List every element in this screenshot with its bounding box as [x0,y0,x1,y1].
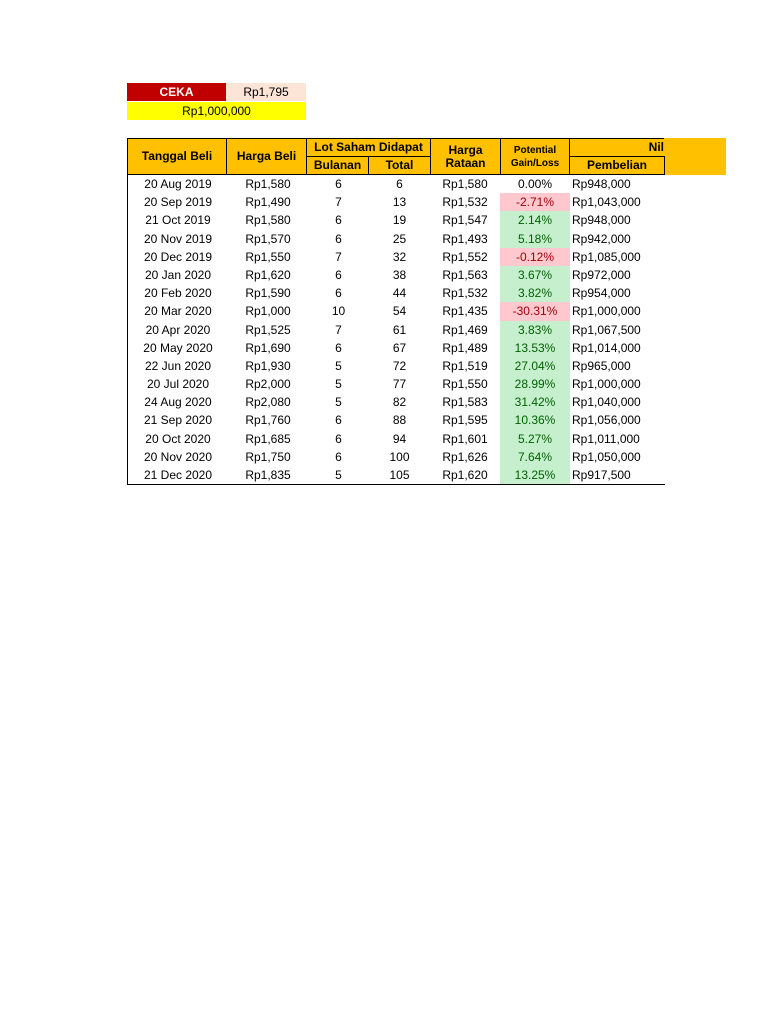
header-overflow-fill [664,138,726,175]
cell-bulanan[interactable]: 6 [335,449,342,464]
cell-harga-beli[interactable]: Rp1,550 [245,249,291,264]
cell-potential-gain-loss[interactable]: 13.53% [500,339,570,357]
cell-bulanan[interactable]: 7 [335,195,342,210]
cell-harga-rataan[interactable]: Rp1,547 [442,213,488,228]
cell-bulanan[interactable]: 7 [335,249,342,264]
cell-harga-rataan[interactable]: Rp1,583 [442,395,488,410]
cell-pembelian[interactable]: Rp1,040,000 [572,395,641,410]
cell-bulanan[interactable]: 5 [335,468,342,482]
cell-bulanan[interactable]: 6 [335,431,342,446]
table-row [128,411,665,429]
cell-tanggal-beli[interactable]: 20 Nov 2020 [143,449,213,464]
cell-total[interactable]: 88 [392,413,407,428]
cell-pembelian[interactable]: Rp1,050,000 [572,449,641,464]
cell-harga-rataan[interactable]: Rp1,620 [442,468,488,482]
table-row [128,375,665,393]
cell-harga-beli[interactable]: Rp1,000 [245,304,291,319]
cell-harga-rataan[interactable]: Rp1,489 [442,340,488,355]
cell-harga-beli[interactable]: Rp1,835 [245,468,291,482]
cell-tanggal-beli[interactable]: 20 Nov 2019 [143,231,213,246]
table-row [128,193,665,211]
header-harga-rataan[interactable]: Harga Rataan [430,138,501,175]
cell-bulanan[interactable]: 10 [331,304,346,319]
cell-total[interactable]: 54 [392,304,407,319]
cell-harga-beli[interactable]: Rp1,760 [245,413,291,428]
cell-harga-beli[interactable]: Rp1,690 [245,340,291,355]
cell-pembelian[interactable]: Rp972,000 [572,267,631,282]
cell-bulanan[interactable]: 6 [335,231,342,246]
cell-tanggal-beli[interactable]: 21 Sep 2020 [143,413,213,428]
cell-pembelian[interactable]: Rp1,085,000 [572,249,641,264]
cell-harga-beli[interactable]: Rp1,590 [245,286,291,301]
cell-total[interactable]: 6 [396,177,403,191]
cell-harga-beli[interactable]: Rp2,080 [245,395,291,410]
cell-harga-beli[interactable]: Rp1,490 [245,195,291,210]
cell-harga-beli[interactable]: Rp1,750 [245,449,291,464]
table-row [128,284,665,302]
cell-harga-rataan[interactable]: Rp1,532 [442,195,488,210]
cell-harga-beli[interactable]: Rp1,570 [245,231,291,246]
cell-potential-gain-loss[interactable]: 5.18% [500,230,570,248]
cell-pembelian[interactable]: Rp1,043,000 [572,195,641,210]
cell-harga-rataan[interactable]: Rp1,580 [442,177,488,191]
cell-total[interactable]: 13 [392,195,407,210]
header-total[interactable]: Total [368,156,431,175]
cell-potential-gain-loss[interactable]: 3.82% [500,284,570,302]
cell-bulanan[interactable]: 5 [335,377,342,392]
table-row [128,266,665,284]
cell-total[interactable]: 67 [392,340,407,355]
cell-bulanan[interactable]: 6 [335,286,342,301]
cell-potential-gain-loss[interactable]: -0.12% [500,248,570,266]
cell-potential-gain-loss[interactable]: 13.25% [500,466,570,484]
cell-tanggal-beli[interactable]: 20 Jan 2020 [144,267,212,282]
cell-total[interactable]: 82 [392,395,407,410]
header-lot-saham-didapat[interactable]: Lot Saham Didapat [306,138,431,157]
cell-tanggal-beli[interactable]: 20 May 2020 [143,340,213,355]
header-nilai-group[interactable]: Nil [569,138,665,157]
cell-total[interactable]: 61 [392,322,407,337]
cell-total[interactable]: 105 [389,468,410,482]
cell-harga-rataan[interactable]: Rp1,552 [442,249,488,264]
budget-cell[interactable]: Rp1,000,000 [127,102,306,120]
cell-bulanan[interactable]: 6 [335,177,342,191]
cell-tanggal-beli[interactable]: 24 Aug 2020 [144,395,212,410]
cell-potential-gain-loss[interactable]: 27.04% [500,357,570,375]
cell-harga-rataan[interactable]: Rp1,435 [442,304,488,319]
cell-tanggal-beli[interactable]: 20 Aug 2019 [144,177,212,191]
cell-harga-rataan[interactable]: Rp1,595 [442,413,488,428]
cell-harga-rataan[interactable]: Rp1,601 [442,431,488,446]
data-table [127,175,665,485]
cell-bulanan[interactable]: 6 [335,413,342,428]
cell-potential-gain-loss[interactable]: 10.36% [500,411,570,429]
cell-pembelian[interactable]: Rp1,056,000 [572,413,641,428]
cell-pembelian[interactable]: Rp1,011,000 [572,431,640,446]
cell-total[interactable]: 77 [392,377,407,392]
table-row [128,302,665,320]
cell-harga-rataan[interactable]: Rp1,493 [442,231,488,246]
table-row [128,321,665,339]
cell-potential-gain-loss[interactable]: 3.83% [500,321,570,339]
cell-pembelian[interactable]: Rp917,500 [572,468,631,482]
table-row [128,248,665,266]
cell-tanggal-beli[interactable]: 20 Mar 2020 [144,304,212,319]
cell-total[interactable]: 25 [392,231,407,246]
cell-potential-gain-loss[interactable]: 28.99% [500,375,570,393]
cell-potential-gain-loss[interactable]: 2.14% [500,211,570,229]
cell-tanggal-beli[interactable]: 20 Apr 2020 [145,322,211,337]
cell-pembelian[interactable]: Rp1,067,500 [572,322,641,337]
cell-harga-rataan[interactable]: Rp1,626 [442,449,488,464]
cell-harga-rataan[interactable]: Rp1,532 [442,286,488,301]
table-row [128,175,665,193]
cell-total[interactable]: 38 [392,267,407,282]
table-row [128,339,665,357]
cell-tanggal-beli[interactable]: 20 Sep 2019 [143,195,213,210]
cell-pembelian[interactable]: Rp1,014,000 [572,340,641,355]
cell-harga-beli[interactable]: Rp1,580 [245,177,291,191]
cell-bulanan[interactable]: 6 [335,213,342,228]
cell-harga-rataan[interactable]: Rp1,469 [442,322,488,337]
cell-total[interactable]: 32 [392,249,407,264]
current-price-cell[interactable]: Rp1,795 [226,83,306,101]
cell-tanggal-beli[interactable]: 20 Jul 2020 [146,377,210,392]
table-row [128,357,665,375]
header-potential-gain-loss[interactable]: Potential Gain/Loss [500,138,570,175]
cell-bulanan[interactable]: 7 [335,322,342,337]
cell-pembelian[interactable]: Rp954,000 [572,286,631,301]
cell-tanggal-beli[interactable]: 20 Oct 2020 [145,431,211,446]
table-row [128,466,665,484]
table-row [128,211,665,229]
cell-harga-beli[interactable]: Rp1,525 [245,322,291,337]
cell-tanggal-beli[interactable]: 20 Feb 2020 [144,286,212,301]
cell-potential-gain-loss[interactable]: 5.27% [500,430,570,448]
cell-potential-gain-loss[interactable]: 7.64% [500,448,570,466]
cell-potential-gain-loss[interactable]: 0.00% [500,175,570,193]
header-bulanan[interactable]: Bulanan [306,156,369,175]
cell-tanggal-beli[interactable]: 22 Jun 2020 [144,358,212,373]
cell-tanggal-beli[interactable]: 21 Oct 2019 [145,213,211,228]
cell-total[interactable]: 72 [392,358,407,373]
cell-potential-gain-loss[interactable]: 3.67% [500,266,570,284]
cell-pembelian[interactable]: Rp942,000 [572,231,631,246]
cell-pembelian[interactable]: Rp948,000 [572,177,631,191]
cell-total[interactable]: 94 [392,431,407,446]
cell-harga-rataan[interactable]: Rp1,550 [442,377,488,392]
cell-tanggal-beli[interactable]: 21 Dec 2020 [143,468,213,482]
cell-harga-rataan[interactable]: Rp1,519 [442,358,488,373]
cell-pembelian[interactable]: Rp965,000 [572,358,631,373]
header-tanggal-beli[interactable]: Tanggal Beli [127,138,227,175]
cell-total[interactable]: 100 [389,449,410,464]
cell-tanggal-beli[interactable]: 20 Dec 2019 [143,249,213,264]
cell-harga-beli[interactable]: Rp1,930 [245,358,291,373]
header-harga-beli[interactable]: Harga Beli [226,138,307,175]
cell-bulanan[interactable]: 6 [335,340,342,355]
cell-bulanan[interactable]: 5 [335,395,342,410]
cell-pembelian[interactable]: Rp1,000,000 [572,304,641,319]
cell-bulanan[interactable]: 5 [335,358,342,373]
header-pembelian[interactable]: Pembelian [569,156,665,175]
cell-total[interactable]: 19 [392,213,407,228]
table-row [128,393,665,411]
table-row [128,230,665,248]
cell-harga-beli[interactable]: Rp1,580 [245,213,291,228]
cell-total[interactable]: 44 [392,286,407,301]
cell-potential-gain-loss[interactable]: -30.31% [500,302,570,320]
cell-harga-rataan[interactable]: Rp1,563 [442,267,488,282]
cell-bulanan[interactable]: 6 [335,267,342,282]
cell-potential-gain-loss[interactable]: -2.71% [500,193,570,211]
cell-harga-beli[interactable]: Rp1,685 [245,431,291,446]
table-row [128,448,665,466]
ticker-cell[interactable]: CEKA [127,83,226,101]
cell-pembelian[interactable]: Rp948,000 [572,213,631,228]
cell-pembelian[interactable]: Rp1,000,000 [572,377,641,392]
cell-potential-gain-loss[interactable]: 31.42% [500,393,570,411]
cell-harga-beli[interactable]: Rp2,000 [245,377,291,392]
cell-harga-beli[interactable]: Rp1,620 [245,267,291,282]
table-row [128,430,665,448]
